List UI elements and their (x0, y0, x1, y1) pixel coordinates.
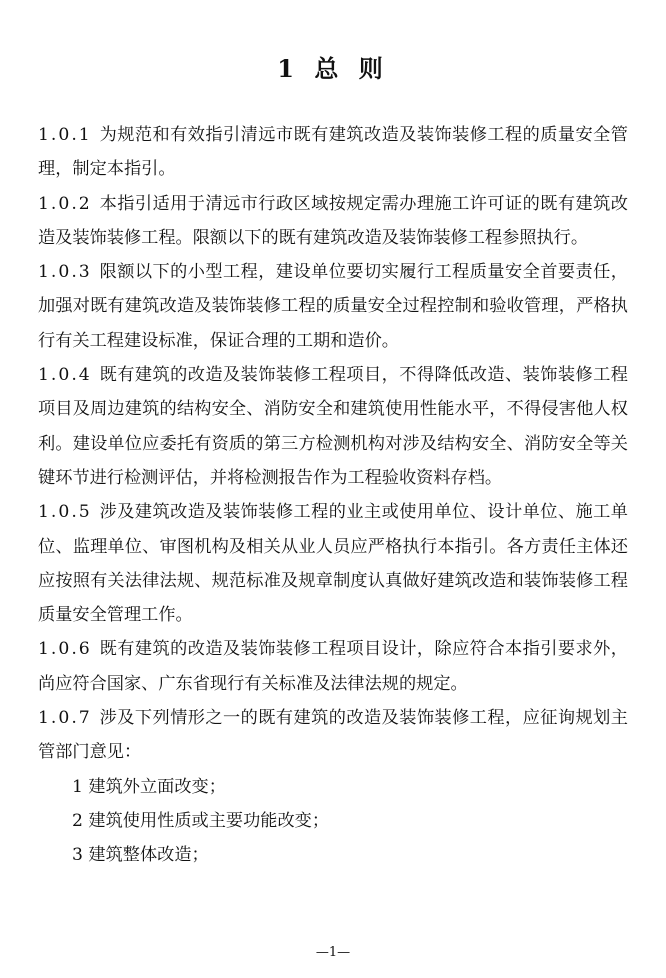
clause-number: 1.0.6 (38, 639, 92, 660)
clause-number: 1.0.3 (38, 262, 92, 283)
clause-number: 1.0.4 (38, 365, 92, 386)
clause-number: 1.0.5 (38, 502, 92, 523)
list-item: 1 建筑外立面改变； (72, 776, 226, 797)
document-body (38, 118, 628, 873)
clause-1-0-5 (38, 495, 628, 632)
clause-1-0-1 (38, 118, 628, 187)
clause-text: 涉及下列情形之一的既有建筑的改造及装饰装修工程，应征询规划主管部门意见： (38, 708, 628, 763)
clause-1-0-7 (38, 701, 628, 770)
clause-number: 1.0.2 (38, 193, 92, 214)
clause-1-0-3 (38, 255, 628, 358)
clause-text: 既有建筑的改造及装饰装修工程项目，不得降低改造、装饰装修工程项目及周边建筑的结构安全、消防安全和建筑使用性能水平，不得侵害他人权利。建设单位应委托有资质的第三方检测机构对涉及结构安全、消防安全等关键环节进行检测评估，并将检测报告作为工程验收资料存档。 (38, 365, 628, 488)
clause-1-0-6 (38, 632, 628, 701)
clause-text: 涉及建筑改造及装饰装修工程的业主或使用单位、设计单位、施工单位、监理单位、审图机构及相关从业人员应严格执行本指引。各方责任主体还应按照有关法律法规、规范标准及规章制度认真做好建筑改造和装饰装修工程质量安全管理工作。 (38, 502, 628, 626)
clause-text: 限额以下的小型工程，建设单位要切实履行工程质量安全首要责任，加强对既有建筑改造及装饰装修工程的质量安全过程控制和验收管理，严格执行有关工程建设标准，保证合理的工期和造价。 (38, 262, 628, 351)
clause-1-0-4 (38, 358, 628, 495)
clause-number: 1.0.1 (38, 125, 92, 145)
list-item: 2 建筑使用性质或主要功能改变； (72, 810, 330, 831)
clause-1-0-2 (38, 187, 628, 256)
page-number: —1— (315, 945, 351, 960)
clause-number: 1.0.7 (38, 708, 92, 729)
clause-text: 既有建筑的改造及装饰装修工程项目设计，除应符合本指引要求外，尚应符合国家、广东省现行有关标准及法律法规的规定。 (38, 639, 628, 694)
page-title: 1 总 则 (277, 54, 389, 83)
clause-text: 本指引适用于清远市行政区域按规定需办理施工许可证的既有建筑改造及装饰装修工程。限额以下的既有建筑改造及装饰装修工程参照执行。 (38, 193, 628, 248)
list-item: 3 建筑整体改造； (72, 845, 209, 866)
clause-text: 为规范和有效指引清远市既有建筑改造及装饰装修工程的质量安全管理，制定本指引。 (38, 125, 628, 180)
